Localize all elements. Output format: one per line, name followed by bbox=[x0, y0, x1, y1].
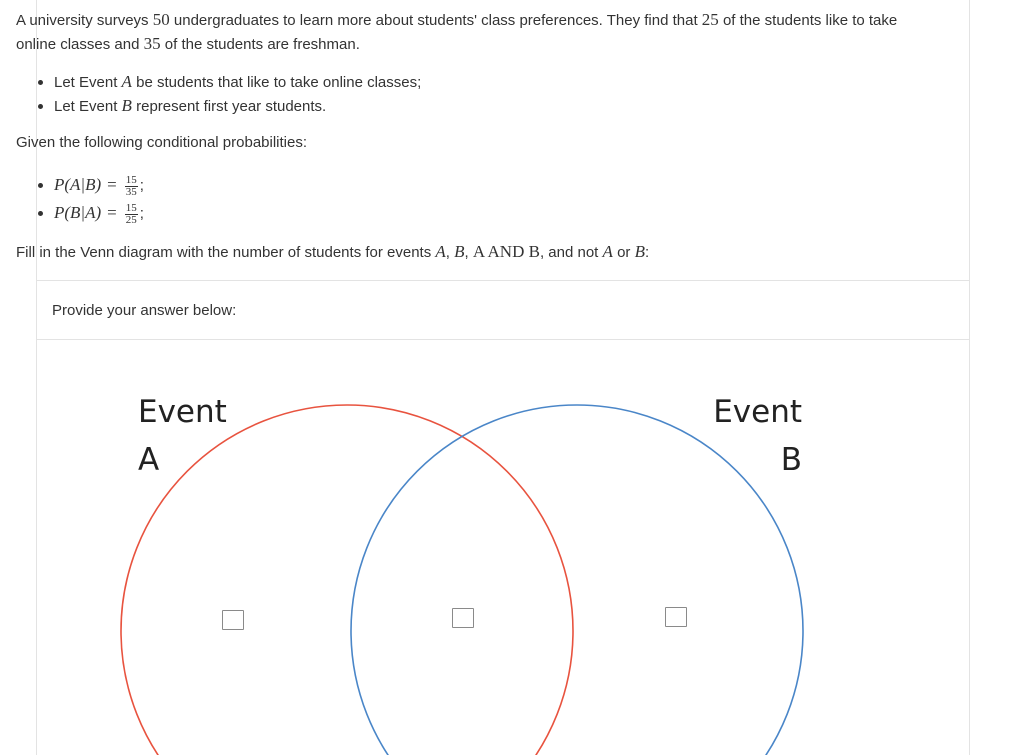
colon: : bbox=[644, 244, 650, 261]
equals-sign: = bbox=[107, 203, 117, 222]
event-symbol: B bbox=[121, 96, 132, 115]
fraction bbox=[125, 175, 138, 198]
intro-text: undergraduates to learn more about students' class preferences. They find that bbox=[169, 12, 702, 29]
intro-text: of the students like to take online classes and bbox=[16, 12, 898, 53]
event-a-definition bbox=[38, 70, 421, 94]
numerator: 15 bbox=[125, 201, 137, 214]
instruction-text: , and not bbox=[539, 244, 603, 261]
probability-b-given-a bbox=[38, 199, 144, 227]
event-b-label-line2: B bbox=[780, 442, 802, 478]
event-b-definition bbox=[38, 94, 421, 118]
event-b-label-line1: Event bbox=[713, 394, 802, 430]
probability-lhs: P(B|A) bbox=[54, 203, 102, 222]
a-only-input[interactable] bbox=[222, 610, 244, 630]
equals-sign: = bbox=[107, 175, 117, 194]
given-text: Given the following conditional probabilities: bbox=[16, 134, 308, 151]
online-count: 25 bbox=[701, 10, 719, 29]
event-symbol: A bbox=[435, 242, 446, 261]
comma: , bbox=[464, 244, 473, 261]
answer-prompt: Provide your answer below: bbox=[52, 302, 237, 319]
event-a-label-line1: Event bbox=[138, 394, 227, 430]
event-symbol: B bbox=[454, 242, 465, 261]
denominator: 35 bbox=[125, 185, 137, 198]
semicolon: ; bbox=[139, 177, 144, 194]
numerator: 15 bbox=[125, 173, 137, 186]
event-symbol: A bbox=[121, 72, 132, 91]
event-b-label bbox=[700, 388, 802, 484]
denominator: 25 bbox=[125, 213, 137, 226]
event-a-label bbox=[138, 388, 227, 484]
event-text: represent first year students. bbox=[131, 98, 327, 115]
event-symbol: B bbox=[634, 242, 645, 261]
question-intro bbox=[16, 8, 916, 56]
fraction bbox=[125, 203, 138, 226]
probability-list bbox=[38, 171, 144, 227]
semicolon: ; bbox=[139, 205, 144, 222]
and-expression: A AND B bbox=[472, 242, 540, 261]
event-symbol: A bbox=[602, 242, 613, 261]
event-definitions bbox=[38, 70, 421, 118]
intro-text: of the students are freshman. bbox=[160, 36, 360, 53]
fill-instruction bbox=[16, 242, 649, 262]
comma: , bbox=[445, 244, 455, 261]
probability-a-given-b bbox=[38, 171, 144, 199]
a-and-b-input[interactable] bbox=[452, 608, 474, 628]
event-text: Let Event bbox=[54, 98, 122, 115]
instruction-text: or bbox=[612, 244, 635, 261]
total-students: 50 bbox=[152, 10, 170, 29]
probability-lhs: P(A|B) bbox=[54, 175, 102, 194]
intro-text: A university surveys bbox=[16, 12, 153, 29]
freshman-count: 35 bbox=[143, 34, 161, 53]
event-text: be students that like to take online classes; bbox=[131, 74, 422, 91]
b-only-input[interactable] bbox=[665, 607, 687, 627]
instruction-text: Fill in the Venn diagram with the number of students for events bbox=[16, 244, 436, 261]
event-text: Let Event bbox=[54, 74, 122, 91]
event-a-label-line2: A bbox=[138, 442, 160, 478]
